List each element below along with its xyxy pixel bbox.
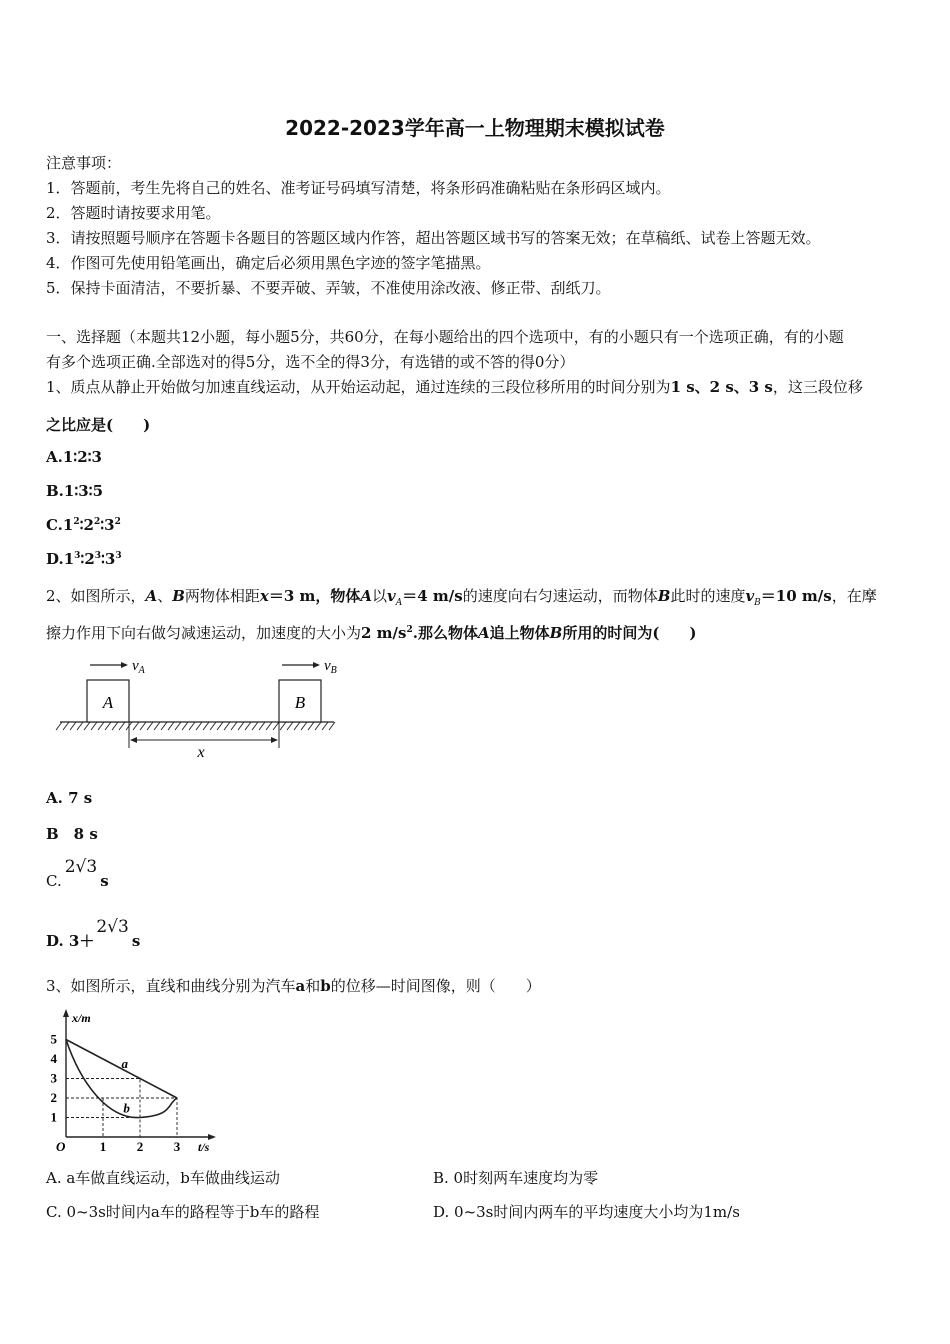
q1-stem-line-2: 之比应是( ) [46,416,151,434]
notice-heading: 注意事项： [46,154,122,172]
q2-d-value: 2√3 [96,917,129,937]
q2-a: A [145,587,158,605]
distance-arrow-left-head [130,737,137,743]
q3-option-c: C. 0~3s时间内a车的路程等于b车的路程 [46,1203,320,1221]
chart-y-axis-arrow [63,1009,69,1017]
q3-option-b: B. 0时刻两车速度均为零 [433,1169,599,1187]
q1-c-exp: 2 [114,517,121,527]
q1-d-1: D.1 [46,550,75,568]
q1-d-exp: 3 [115,551,122,561]
q1-c-sep: ∶ [79,516,84,534]
notice-item-5: 5．保持卡面清洁，不要折暴、不要弄破、弄皱，不准使用涂改液、修正带、刮纸刀。 [46,279,611,297]
q1-c-exp: 2 [73,517,80,527]
q1-d-2: 2 [84,550,95,568]
q1-c-sep: ∶ [100,516,105,534]
q3-t3: 的位移—时间图像，则（ ） [330,977,541,995]
q1-d-exp: 3 [94,551,102,561]
y-tick-label-5: 5 [50,1031,57,1047]
q3-b: b [320,977,331,995]
section-line-1: 一、选择题（本题共12小题，每小题5分，共60分，在每小题给出的四个选项中，有的小题只有一个选项正确，有的小题 [46,328,844,346]
q3-stem [46,975,541,996]
q2-t9: ，在摩 [831,587,877,605]
q2-l2f: 所用的时间为( ) [562,624,697,642]
q2-b: B [657,587,671,605]
q2-c-letter: C. [46,872,62,890]
q3-a: a [295,977,306,995]
q2-a: A [477,624,490,642]
x-tick-label-3: 3 [173,1139,181,1154]
distance-arrow-right-head [271,737,278,743]
q2-t7: 此时的速度 [670,587,746,605]
q2-t3: ＝3 m，物体 [268,587,361,605]
q1-c-3: 3 [104,516,115,534]
q2-figure [52,650,352,765]
section-line-2: 有多个选项正确.全部选对的得5分，选不全的得3分，有选错的或不答的得0分） [46,353,575,371]
q2-t6: 的速度向右匀速运动，而物体 [462,587,658,605]
x-tick-label-2: 2 [136,1139,144,1154]
q1-d-3: 3 [104,550,116,568]
distance-label: x [197,744,205,761]
q2-b: B [549,624,563,642]
q2-x: x [259,587,269,605]
q3-t1: 3、如图所示，直线和曲线分别为汽车 [46,977,296,995]
q2-sub-a: A [395,598,403,608]
page-title: 2022-2023学年高一上物理期末模拟试卷 [285,116,665,140]
q2-c-value: 2√3 [64,857,98,877]
q2-t8: ＝10 m/s [760,587,832,605]
y-tick-label-4: 4 [50,1051,57,1066]
q2-stem-line-2 [46,622,697,643]
q2-option-b: B 8 s [46,825,98,843]
q2-d-prefix: D. 3＋ [46,932,95,950]
block-b-label: B [294,693,306,712]
q2-d-unit: s [131,932,141,950]
q1-d-sep: ∶ [80,550,85,568]
chart-ylabel: x/m [72,1011,91,1025]
q1-c-exp: 2 [93,517,101,527]
q1-d-sep: ∶ [101,550,105,568]
q2-t5: ＝4 m/s [402,587,463,605]
notice-item-2: 2．答题时请按要求用笔。 [46,204,221,222]
q2-t1: 2、如图所示， [46,587,146,605]
q1-c-2: 2 [83,516,94,534]
q3-xt-chart [46,1005,226,1155]
q2-c-unit: s [100,872,109,890]
label-vb: $v_B$ [324,658,337,676]
y-tick-label-3: 3 [50,1070,57,1086]
q3-option-d: D. 0~3s时间内两车的平均速度大小均为1m/s [433,1203,740,1221]
q2-option-a: A. 7 s [46,789,93,807]
series-a-label: a [121,1055,128,1071]
q3-option-a: A. a车做直线运动，b车做曲线运动 [46,1169,280,1187]
q1-option-b: B.1∶3∶5 [46,482,104,500]
q1-d-exp: 3 [74,551,81,561]
block-a-label: A [102,693,114,712]
q1-option-c [46,516,121,534]
chart-origin: O [56,1139,66,1154]
label-va: $v_A$ [132,658,145,676]
q2-t2: 两物体相距 [184,587,260,605]
q2-t4: 以 [372,587,388,605]
q2-l2a: 擦力作用下向右做匀减速运动，加速度的大小为 [46,624,362,642]
notice-item-3: 3．请按照题号顺序在答题卡各题目的答题区域内作答，超出答题区域书写的答案无效；在草稿纸、试卷上答题无效。 [46,229,821,247]
chart-guides [66,1079,177,1138]
y-tick-label-2: 2 [50,1090,57,1105]
q1-option-d [46,550,122,568]
arrow-va-head [121,662,128,668]
q2-b: B [172,587,185,605]
chart-xlabel: t/s [198,1140,210,1154]
notice-item-1: 1．答题前，考生先将自己的姓名、准考证号码填写清楚，将条形码准确粘贴在条形码区域内。 [46,179,671,197]
q1-text-end: ，这三段位移 [772,378,863,396]
q1-text: 1、质点从静止开始做匀加速直线运动，从开始运动起，通过连续的三段位移所用的时间分别为 [46,378,671,396]
q2-stem-line-1 [46,585,877,608]
arrow-vb-head [313,662,320,668]
x-tick-label-1: 1 [99,1139,107,1154]
q1-option-a: A.1∶2∶3 [46,448,102,466]
q2-l2d: .那么物体 [412,624,478,642]
q2-l2b: 2 m/s [361,624,407,642]
q3-t2: 和 [305,977,321,995]
q2-a: A [360,587,373,605]
q2-l2c: 2 [406,625,413,635]
ground-hatching [56,722,335,730]
q2-option-d [46,916,141,950]
y-tick-label-1: 1 [50,1109,57,1125]
q2-v: v [745,587,755,605]
q2-option-c [46,857,109,890]
q2-v: v [387,587,396,605]
series-b-label: b [123,1100,130,1116]
q1-c-1: C.1 [46,516,74,534]
q2-sub-b: B [754,598,761,608]
notice-item-4: 4．作图可先使用铅笔画出，确定后必须用黑色字迹的签字笔描黑。 [46,254,491,272]
q2-sep: 、 [157,587,173,605]
q1-times: 1 s、2 s、3 s [670,378,773,396]
q2-l2e: 追上物体 [489,624,550,642]
q1-stem-line-1 [46,376,863,397]
